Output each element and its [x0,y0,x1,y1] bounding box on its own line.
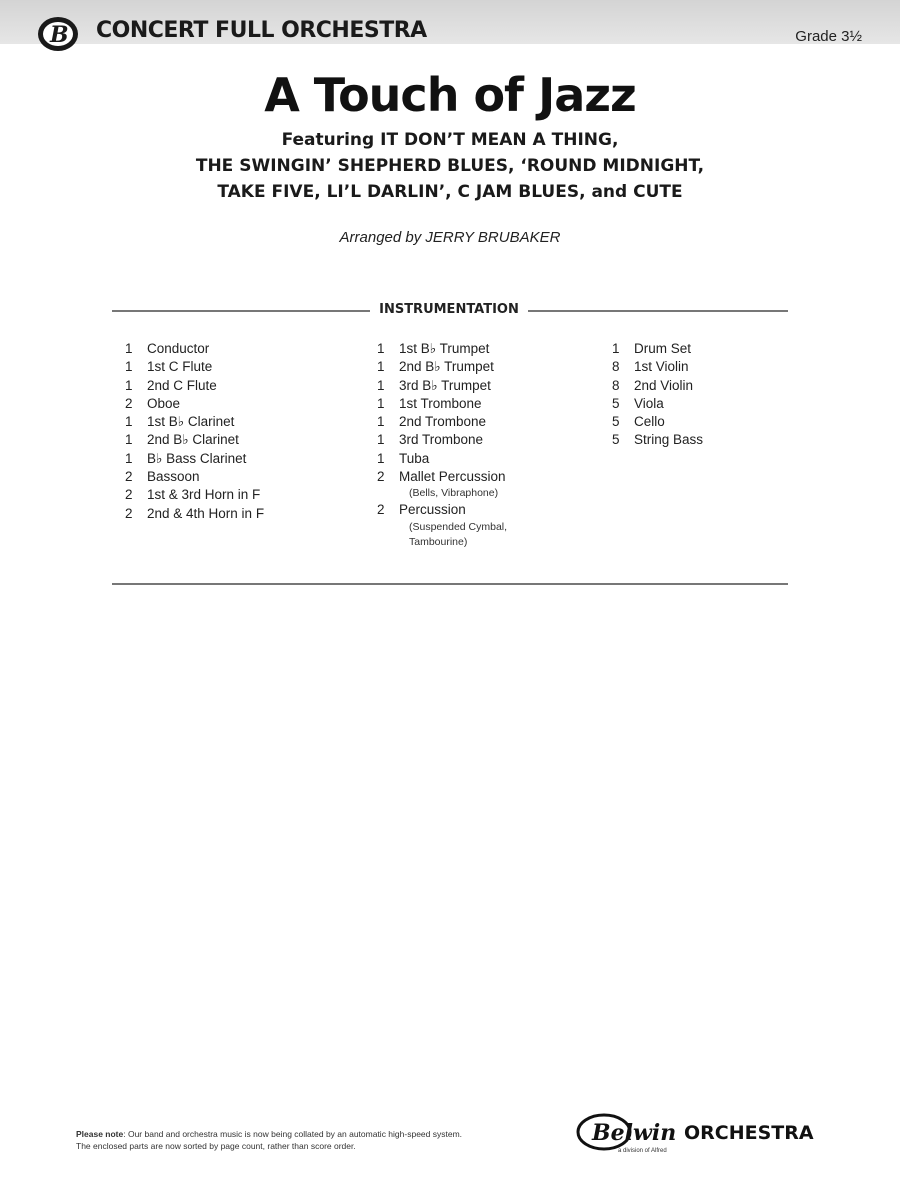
piece-title: A Touch of Jazz [264,68,636,122]
instrument-name: Tuba [399,450,430,466]
note-text-2: The enclosed parts are now sorted by page count, rather than score order. [76,1141,356,1151]
instrument-name: Bassoon [147,469,200,485]
instrument-item [377,468,507,501]
instrument-quantity: 2 [377,469,385,485]
belwin-logo-icon [36,14,80,54]
instrument-item [612,340,703,358]
divider-left [112,310,370,312]
featuring-line-1: Featuring IT DON’T MEAN A THING, [281,130,619,150]
instrument-line [377,501,507,519]
instrument-quantity: 1 [612,341,620,356]
instrument-item [125,395,264,413]
instrument-item [125,431,264,449]
instrument-quantity: 2 [377,502,385,518]
instrument-item [377,395,507,413]
instrument-name: String Bass [634,432,704,448]
note-text-1: : Our band and orchestra music is now being collated by an automatic high-speed system. [123,1129,463,1139]
instrument-quantity: 2 [125,487,133,503]
instrument-item [377,450,507,468]
arranger-credit: Arranged by JERRY BRUBAKER [339,229,561,246]
instrument-quantity: 1 [125,341,133,356]
instrumentation-heading: INSTRUMENTATION [379,302,519,317]
instrument-name: 1st B♭ Clarinet [147,414,235,430]
instrument-quantity: 1 [377,395,385,411]
instrument-name: 3rd Trombone [399,432,484,448]
instrument-column-3 [612,340,703,450]
featuring-line-2: THE SWINGIN’ SHEPHERD BLUES, ‘ROUND MIDNIGHT, [195,156,705,176]
divider-right [528,310,788,312]
instrument-quantity: 1 [377,450,385,466]
instrument-name: 1st B♭ Trumpet [399,341,490,356]
instrument-item [377,377,507,395]
instrument-name: 2nd B♭ Trumpet [399,359,494,375]
instrument-name: 1st & 3rd Horn in F [147,487,261,503]
instrument-name: 1st Violin [634,359,689,375]
instrument-line [377,468,507,486]
instrument-quantity: 1 [125,450,133,466]
instrument-name: 2nd B♭ Clarinet [147,432,239,448]
instrument-item [612,358,703,376]
instrument-item [125,450,264,468]
instrument-quantity: 1 [125,414,133,430]
instrument-item [125,377,264,395]
instrument-quantity: 1 [125,359,133,375]
instrument-quantity: 5 [612,432,620,448]
instrument-quantity: 2 [125,505,133,521]
collation-note [76,1128,536,1152]
instrument-item [612,395,703,413]
instrument-name: 3rd B♭ Trumpet [399,377,491,393]
instrument-item [612,431,703,449]
instrument-quantity: 1 [125,432,133,448]
instrument-item [377,431,507,449]
instrument-note: Tambourine) [409,535,468,548]
instrument-name: 1st Trombone [399,395,482,411]
instrument-item [125,505,264,523]
instrument-item [125,486,264,504]
instrument-name: Mallet Percussion [399,469,506,485]
series-title: CONCERT FULL ORCHESTRA [96,18,427,43]
instrument-name: 2nd Trombone [399,414,487,430]
instrument-name: 2nd C Flute [147,377,217,393]
publisher-sub: a division of Alfred [618,1148,667,1154]
instrument-quantity: 5 [612,395,620,411]
instrument-note: (Suspended Cymbal, [409,520,508,533]
publisher-word: Belwin [592,1120,677,1146]
instrument-item [377,358,507,376]
instrument-item [125,340,264,358]
grade-label: Grade 3½ [795,28,862,45]
publisher-orchestra: ORCHESTRA [684,1122,814,1144]
instrument-item [125,413,264,431]
instrument-note: (Bells, Vibraphone) [409,487,499,500]
featuring-line-3: TAKE FIVE, LI’L DARLIN’, C JAM BLUES, and CUTE [217,182,683,202]
instrument-quantity: 2 [125,469,133,485]
instrument-column-2 [377,340,507,550]
instrument-name: Percussion [399,502,466,518]
instrument-quantity: 1 [377,377,385,393]
note-label: Please note [76,1129,124,1139]
instrument-column-1 [125,340,264,523]
instrument-item [125,358,264,376]
instrument-quantity: 1 [377,359,385,375]
instrument-name: 2nd Violin [634,377,694,393]
instrument-quantity: 8 [612,359,620,375]
instrument-quantity: 1 [377,414,385,430]
instrument-item [377,501,507,549]
instrument-quantity: 1 [125,377,133,393]
instrument-quantity: 2 [125,395,133,411]
instrument-name: Oboe [147,395,181,411]
instrument-item [377,413,507,431]
publisher-logo [574,1108,834,1158]
instrument-item [125,468,264,486]
instrument-name: Viola [634,395,664,411]
instrument-name: 2nd & 4th Horn in F [147,505,265,521]
instrument-item [377,340,507,358]
instrument-quantity: 1 [377,341,385,356]
svg-text:B: B [50,22,69,48]
instrument-quantity: 8 [612,377,620,393]
instrument-item [612,413,703,431]
instrument-name: 1st C Flute [147,359,213,375]
instrument-quantity: 1 [377,432,385,448]
instrument-item [612,377,703,395]
divider-bottom [112,583,788,585]
instrument-name: Drum Set [634,341,692,356]
instrument-name: Conductor [147,341,210,356]
instrument-name: Cello [634,414,665,430]
instrument-name: B♭ Bass Clarinet [147,450,247,466]
instrument-quantity: 5 [612,414,620,430]
